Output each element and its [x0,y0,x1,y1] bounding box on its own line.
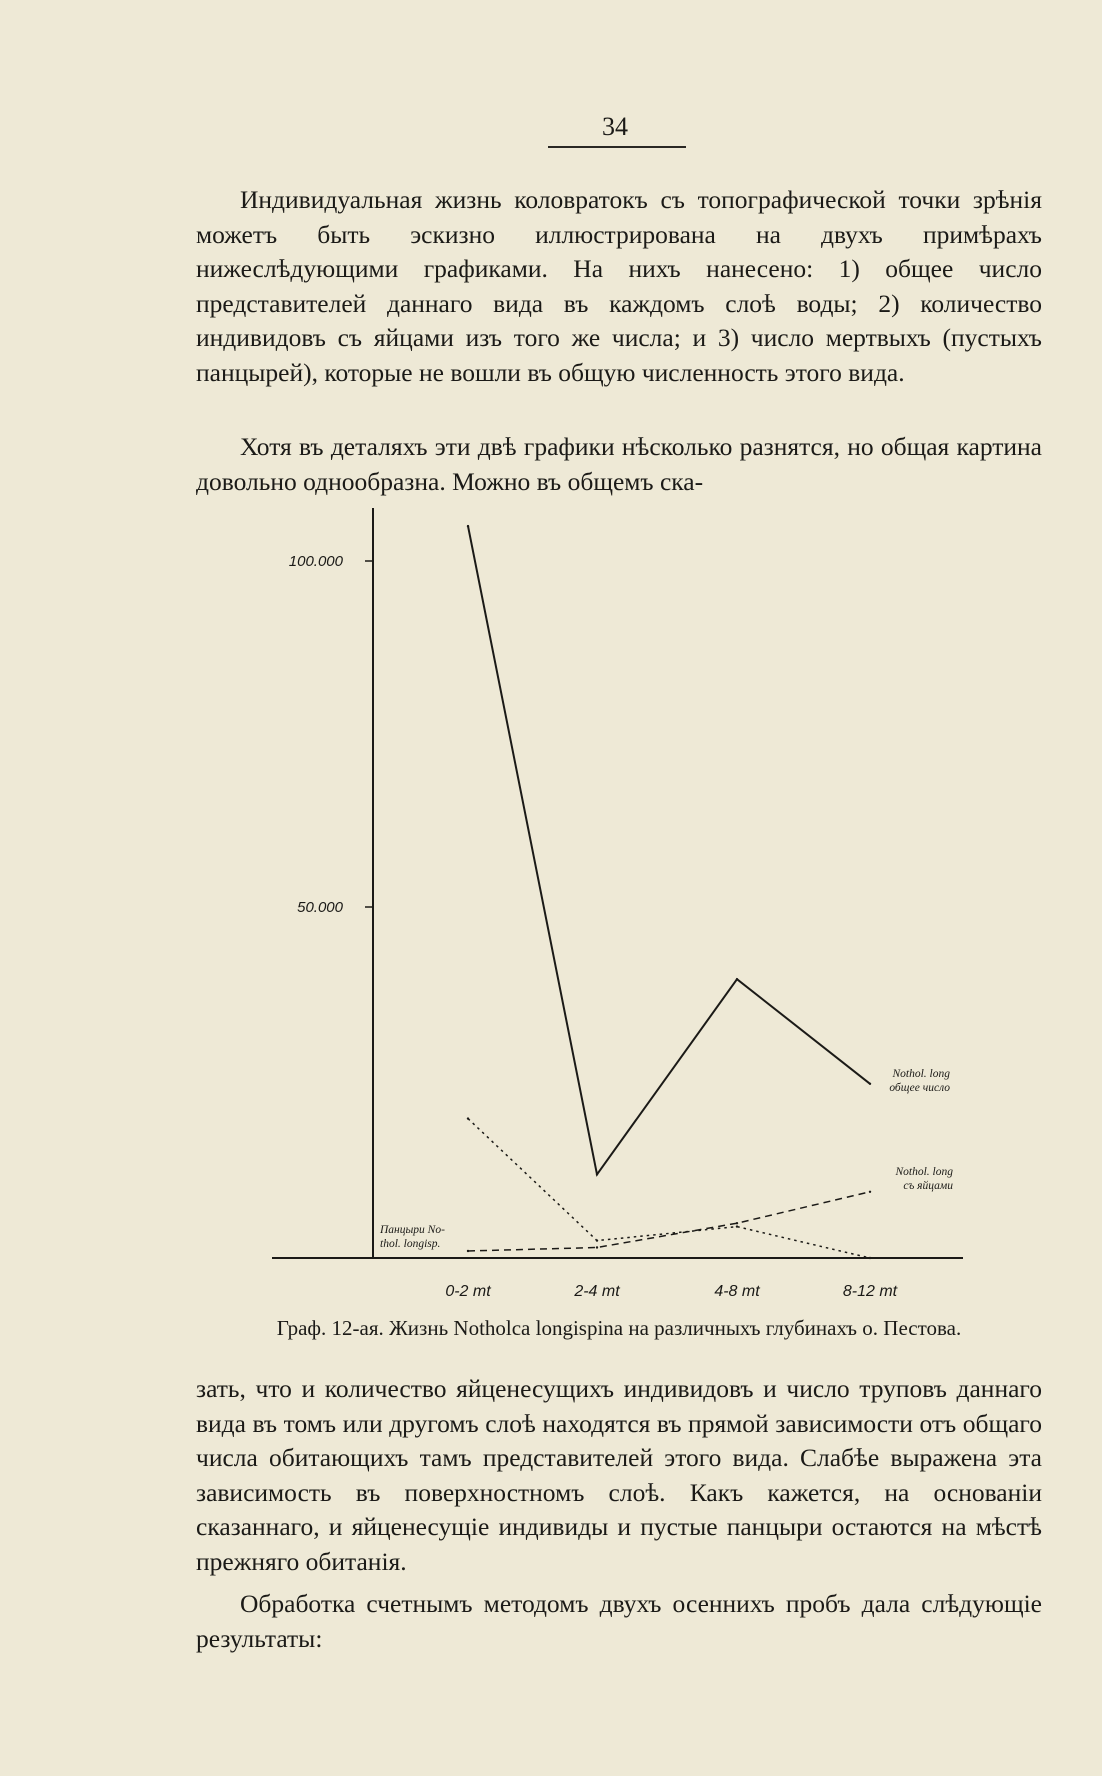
data-point [596,1239,598,1241]
data-point [869,1257,871,1259]
series-line [468,1192,870,1251]
x-tick-label: 4-8 mt [714,1283,760,1300]
x-tick-label: 2-4 mt [574,1283,620,1300]
annotation-eggs: съ яйцами [903,1180,953,1192]
x-tick-label: 8-12 mt [842,1283,898,1300]
data-point [736,978,738,980]
paragraph-1: Индивидуальная жизнь коловратокъ съ топографической точки зрѣнія можетъ быть эскизно иллюстрирована на двухъ примѣрахъ нижеслѣдующими графиками. На нихъ нанесено: 1) общее число представителей даннаго вида въ каждомъ слоѣ воды; 2) количество индивидовъ съ яйцами изъ того же числа; и 3) число мертвыхъ (пустыхъ панцырей), которые не вошли въ общую численность этого вида. [196,185,1042,387]
data-point [596,1246,598,1248]
data-point [736,1222,738,1224]
figure-caption: Граф. 12-ая. Жизнь Notholca longispina на различныхъ глубинахъ о. Пестова. [276,1316,962,1340]
annotation-shells: Панцыри No- [380,1224,445,1236]
annotation-shells: thol. longisp. [380,1238,441,1250]
x-tick-label: 0-2 mt [445,1283,491,1300]
y-tick-label: 50.000 [297,899,343,916]
series-line [468,526,870,1174]
annotation-total: Nothol. long [892,1068,950,1080]
paragraph-4: Обработка счетнымъ методомъ двухъ осеннихъ пробъ дала слѣдующіе результаты: [196,1589,1042,1653]
data-point [869,1083,871,1085]
page-number: 34 [602,112,628,141]
annotation-total: общее число [889,1082,950,1094]
data-point [467,1117,469,1119]
data-point [596,1173,598,1175]
data-point [467,525,469,527]
data-point [736,1225,738,1227]
data-point [869,1191,871,1193]
series-line [468,1119,870,1258]
annotation-eggs: Nothol. long [895,1166,953,1178]
y-tick-label: 100.000 [288,553,343,570]
data-point [467,1250,469,1252]
paragraph-2: Хотя въ деталяхъ эти двѣ графики нѣсколько разнятся, но общая картина довольно однообразна. Можно въ общемъ ска- [196,432,1042,496]
paragraph-3: зать, что и количество яйценесущихъ индивидовъ и число труповъ даннаго вида въ томъ или другомъ слоѣ находятся въ прямой зависимости отъ общаго числа обитающихъ тамъ представителей этого вида. Слабѣе выражена эта зависимость въ поверхностномъ слоѣ. Какъ кажется, на основаніи сказаннаго, и яйценесущіе индивиды и пустые панцыри остаются на мѣстѣ прежняго обитанія. [196,1374,1042,1576]
